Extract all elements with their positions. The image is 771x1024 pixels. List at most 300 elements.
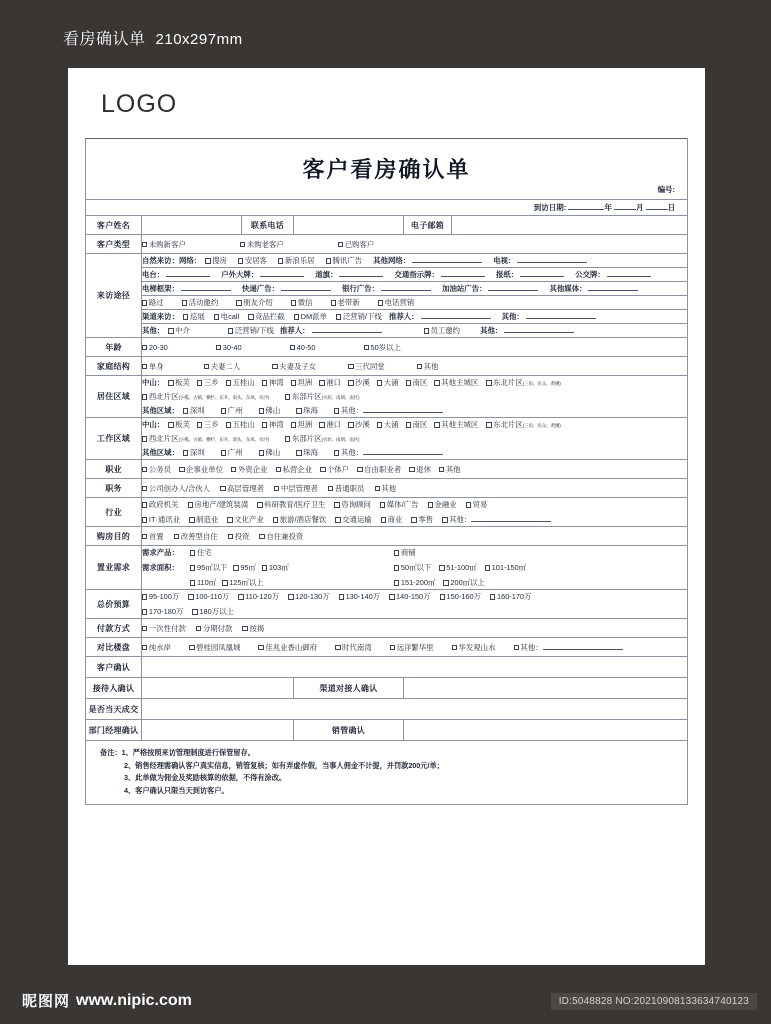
checkbox-icon[interactable] xyxy=(319,380,324,385)
phone-input[interactable] xyxy=(294,216,404,235)
checkbox-icon[interactable] xyxy=(142,364,147,369)
checkbox-icon[interactable] xyxy=(228,328,233,333)
family-option-2[interactable] xyxy=(272,360,316,373)
checkbox-icon[interactable] xyxy=(486,380,491,385)
other-channel-option-0[interactable] xyxy=(168,324,190,337)
media-express-field[interactable] xyxy=(242,282,331,295)
checkbox-icon[interactable] xyxy=(272,364,277,369)
media-blank[interactable] xyxy=(281,290,331,291)
position-option-0[interactable] xyxy=(142,482,210,495)
checkbox-icon[interactable] xyxy=(375,486,380,491)
direct-option-5[interactable] xyxy=(378,296,414,309)
checkbox-icon[interactable] xyxy=(276,467,281,472)
checkbox-icon[interactable] xyxy=(406,422,411,427)
checkbox-icon[interactable] xyxy=(174,534,179,539)
position-option-3[interactable] xyxy=(328,482,364,495)
checkbox-icon[interactable] xyxy=(273,517,278,522)
industry-b-3[interactable] xyxy=(273,513,326,526)
checkbox-icon[interactable] xyxy=(259,408,264,413)
media-blank[interactable] xyxy=(520,276,564,277)
budget-a-1[interactable] xyxy=(188,590,229,603)
compare-option-0[interactable] xyxy=(142,641,171,654)
checkbox-icon[interactable] xyxy=(335,645,340,650)
checkbox-icon[interactable] xyxy=(348,380,353,385)
checkbox-icon[interactable] xyxy=(221,408,226,413)
compare-option-1[interactable] xyxy=(189,641,240,654)
checkbox-icon[interactable] xyxy=(409,467,414,472)
res-zs-7[interactable] xyxy=(377,376,399,389)
checkbox-icon[interactable] xyxy=(389,594,394,599)
customer-type-option-1[interactable] xyxy=(240,238,284,251)
checkbox-icon[interactable] xyxy=(238,258,243,263)
checkbox-icon[interactable] xyxy=(226,380,231,385)
checkbox-icon[interactable] xyxy=(411,517,416,522)
checkbox-icon[interactable] xyxy=(142,436,147,441)
family-option-0[interactable] xyxy=(142,360,164,373)
checkbox-icon[interactable] xyxy=(348,422,353,427)
media-blank[interactable] xyxy=(181,290,231,291)
area-res-4[interactable] xyxy=(222,576,263,589)
media-blank[interactable] xyxy=(381,290,431,291)
checkbox-icon[interactable] xyxy=(331,300,336,305)
web-option-0[interactable] xyxy=(205,254,227,267)
res-zs-2[interactable] xyxy=(226,376,255,389)
res-zs-8[interactable] xyxy=(406,376,428,389)
compare-option-4[interactable] xyxy=(390,641,434,654)
sales-admin-confirm-input[interactable] xyxy=(404,720,688,741)
checkbox-icon[interactable] xyxy=(334,502,339,507)
channel-other-field[interactable] xyxy=(502,310,596,323)
visit-date-field[interactable] xyxy=(534,202,675,213)
tv-blank[interactable] xyxy=(517,262,587,263)
other-website-field[interactable] xyxy=(373,254,482,267)
budget-a-5[interactable] xyxy=(389,590,430,603)
checkbox-icon[interactable] xyxy=(204,364,209,369)
area-res-1[interactable] xyxy=(233,561,256,574)
checkbox-icon[interactable] xyxy=(189,517,194,522)
area-shop-2[interactable] xyxy=(485,561,526,574)
media-gasstation-field[interactable] xyxy=(442,282,538,295)
checkbox-icon[interactable] xyxy=(486,422,491,427)
compare-option-3[interactable] xyxy=(335,641,371,654)
checkbox-icon[interactable] xyxy=(214,314,219,319)
checkbox-icon[interactable] xyxy=(319,422,324,427)
checkbox-icon[interactable] xyxy=(278,258,283,263)
budget-a-6[interactable] xyxy=(440,590,481,603)
checkbox-icon[interactable] xyxy=(192,609,197,614)
checkbox-icon[interactable] xyxy=(142,242,147,247)
checkbox-icon[interactable] xyxy=(179,467,184,472)
checkbox-icon[interactable] xyxy=(190,580,195,585)
industry-b-6[interactable] xyxy=(411,513,433,526)
res-zs-6[interactable] xyxy=(348,376,370,389)
work-other-input[interactable] xyxy=(334,446,443,459)
budget-b-0[interactable] xyxy=(142,605,183,618)
checkbox-icon[interactable] xyxy=(142,467,147,472)
checkbox-icon[interactable] xyxy=(142,300,147,305)
year-blank[interactable] xyxy=(568,209,604,210)
area-res-0[interactable] xyxy=(190,561,227,574)
checkbox-icon[interactable] xyxy=(262,380,267,385)
checkbox-icon[interactable] xyxy=(490,594,495,599)
checkbox-icon[interactable] xyxy=(274,486,279,491)
work-other-1[interactable] xyxy=(221,446,243,459)
res-zs-4[interactable] xyxy=(291,376,313,389)
work-zs-3[interactable] xyxy=(262,418,284,431)
work-zs-5[interactable] xyxy=(319,418,341,431)
age-option-0[interactable] xyxy=(142,341,168,354)
position-option-2[interactable] xyxy=(274,482,318,495)
occupation-option-3[interactable] xyxy=(276,463,312,476)
channel-referrer-field[interactable] xyxy=(389,310,491,323)
res-other-input[interactable] xyxy=(334,404,443,417)
checkbox-icon[interactable] xyxy=(288,594,293,599)
checkbox-icon[interactable] xyxy=(291,300,296,305)
payment-option-1[interactable] xyxy=(196,622,232,635)
area-shop-4[interactable] xyxy=(443,576,484,589)
channel-option-0[interactable] xyxy=(183,310,205,323)
checkbox-icon[interactable] xyxy=(296,450,301,455)
industry-a-2[interactable] xyxy=(257,498,325,511)
budget-a-3[interactable] xyxy=(288,590,329,603)
industry-b-2[interactable] xyxy=(227,513,263,526)
compare-option-5[interactable] xyxy=(452,641,496,654)
budget-a-2[interactable] xyxy=(238,590,279,603)
checkbox-icon[interactable] xyxy=(377,380,382,385)
checkbox-icon[interactable] xyxy=(439,565,444,570)
age-option-1[interactable] xyxy=(216,341,242,354)
work-northwest[interactable] xyxy=(142,432,269,446)
checkbox-icon[interactable] xyxy=(326,258,331,263)
media-elevator-field[interactable] xyxy=(142,282,231,295)
checkbox-icon[interactable] xyxy=(285,436,290,441)
checkbox-icon[interactable] xyxy=(231,467,236,472)
checkbox-icon[interactable] xyxy=(434,422,439,427)
manager-confirm-input[interactable] xyxy=(142,720,294,741)
work-zs-4[interactable] xyxy=(291,418,313,431)
customer-name-input[interactable] xyxy=(142,216,242,235)
area-shop-1[interactable] xyxy=(439,561,476,574)
channel-option-1[interactable] xyxy=(214,310,239,323)
other-blank[interactable] xyxy=(504,332,574,333)
staff-invite-option[interactable] xyxy=(424,324,460,337)
work-zs-0[interactable] xyxy=(168,418,190,431)
checkbox-icon[interactable] xyxy=(258,645,263,650)
industry-a-6[interactable] xyxy=(466,498,488,511)
area-res-2[interactable] xyxy=(262,561,289,574)
checkbox-icon[interactable] xyxy=(168,422,173,427)
res-northeast[interactable] xyxy=(486,376,560,390)
media-trafficsign-field[interactable] xyxy=(395,268,485,281)
checkbox-icon[interactable] xyxy=(190,565,195,570)
checkbox-icon[interactable] xyxy=(248,314,253,319)
occupation-option-5[interactable] xyxy=(357,463,401,476)
media-blank[interactable] xyxy=(588,290,638,291)
media-blank[interactable] xyxy=(441,276,485,277)
checkbox-icon[interactable] xyxy=(336,314,341,319)
referrer-blank[interactable] xyxy=(421,318,491,319)
checkbox-icon[interactable] xyxy=(390,645,395,650)
checkbox-icon[interactable] xyxy=(514,645,519,650)
checkbox-icon[interactable] xyxy=(452,645,457,650)
checkbox-icon[interactable] xyxy=(221,450,226,455)
res-other-blank[interactable] xyxy=(363,412,443,413)
receptionist-confirm-input[interactable] xyxy=(142,678,294,699)
tv-field[interactable] xyxy=(493,254,587,267)
checkbox-icon[interactable] xyxy=(142,486,147,491)
payment-option-2[interactable] xyxy=(242,622,264,635)
area-res-3[interactable] xyxy=(190,576,216,589)
budget-a-4[interactable] xyxy=(339,590,380,603)
res-other-1[interactable] xyxy=(221,404,243,417)
occupation-option-6[interactable] xyxy=(409,463,431,476)
checkbox-icon[interactable] xyxy=(466,502,471,507)
res-other-0[interactable] xyxy=(183,404,205,417)
res-east[interactable] xyxy=(285,390,359,404)
checkbox-icon[interactable] xyxy=(320,467,325,472)
industry-other-input[interactable] xyxy=(442,513,551,526)
media-blank[interactable] xyxy=(607,276,651,277)
direct-option-3[interactable] xyxy=(291,296,313,309)
checkbox-icon[interactable] xyxy=(443,580,448,585)
occupation-option-4[interactable] xyxy=(320,463,349,476)
checkbox-icon[interactable] xyxy=(240,242,245,247)
checkbox-icon[interactable] xyxy=(380,502,385,507)
checkbox-icon[interactable] xyxy=(406,380,411,385)
checkbox-icon[interactable] xyxy=(294,314,299,319)
checkbox-icon[interactable] xyxy=(291,380,296,385)
industry-a-4[interactable] xyxy=(380,498,419,511)
checkbox-icon[interactable] xyxy=(348,364,353,369)
checkbox-icon[interactable] xyxy=(424,328,429,333)
checkbox-icon[interactable] xyxy=(189,645,194,650)
other-website-blank[interactable] xyxy=(412,262,482,263)
purpose-option-0[interactable] xyxy=(142,530,164,543)
checkbox-icon[interactable] xyxy=(378,300,383,305)
day-blank[interactable] xyxy=(646,209,668,210)
checkbox-icon[interactable] xyxy=(220,486,225,491)
occupation-option-2[interactable] xyxy=(231,463,267,476)
checkbox-icon[interactable] xyxy=(142,626,147,631)
channel-option-3[interactable] xyxy=(294,310,327,323)
compare-option-2[interactable] xyxy=(258,641,317,654)
checkbox-icon[interactable] xyxy=(238,594,243,599)
media-blank[interactable] xyxy=(166,276,210,277)
same-day-deal-input[interactable] xyxy=(142,699,688,720)
checkbox-icon[interactable] xyxy=(168,380,173,385)
work-zs-1[interactable] xyxy=(197,418,219,431)
checkbox-icon[interactable] xyxy=(226,422,231,427)
industry-other-blank[interactable] xyxy=(471,521,551,522)
work-other-3[interactable] xyxy=(296,446,318,459)
checkbox-icon[interactable] xyxy=(440,594,445,599)
serial-number-field[interactable] xyxy=(658,184,676,195)
res-zs-9[interactable] xyxy=(434,376,478,389)
other-channel-referrer-field[interactable] xyxy=(280,324,382,337)
industry-b-4[interactable] xyxy=(335,513,371,526)
payment-option-0[interactable] xyxy=(142,622,186,635)
checkbox-icon[interactable] xyxy=(142,645,147,650)
media-blank[interactable] xyxy=(488,290,538,291)
work-other-2[interactable] xyxy=(259,446,281,459)
checkbox-icon[interactable] xyxy=(222,580,227,585)
checkbox-icon[interactable] xyxy=(290,345,295,350)
checkbox-icon[interactable] xyxy=(357,467,362,472)
media-radio-field[interactable] xyxy=(142,268,210,281)
checkbox-icon[interactable] xyxy=(328,486,333,491)
res-other-2[interactable] xyxy=(259,404,281,417)
checkbox-icon[interactable] xyxy=(205,258,210,263)
checkbox-icon[interactable] xyxy=(233,565,238,570)
referrer-blank[interactable] xyxy=(312,332,382,333)
checkbox-icon[interactable] xyxy=(142,502,147,507)
checkbox-icon[interactable] xyxy=(439,467,444,472)
checkbox-icon[interactable] xyxy=(228,534,233,539)
checkbox-icon[interactable] xyxy=(142,394,147,399)
checkbox-icon[interactable] xyxy=(364,345,369,350)
work-northeast[interactable] xyxy=(486,418,560,432)
web-option-1[interactable] xyxy=(238,254,267,267)
customer-confirm-input[interactable] xyxy=(142,657,688,678)
other-channel-option-1[interactable] xyxy=(228,324,274,337)
direct-option-2[interactable] xyxy=(236,296,272,309)
industry-a-3[interactable] xyxy=(334,498,370,511)
checkbox-icon[interactable] xyxy=(197,380,202,385)
checkbox-icon[interactable] xyxy=(142,534,147,539)
checkbox-icon[interactable] xyxy=(142,594,147,599)
direct-option-1[interactable] xyxy=(182,296,218,309)
checkbox-icon[interactable] xyxy=(188,594,193,599)
industry-b-5[interactable] xyxy=(381,513,403,526)
work-zs-8[interactable] xyxy=(406,418,428,431)
checkbox-icon[interactable] xyxy=(394,580,399,585)
channel-confirm-input[interactable] xyxy=(404,678,688,699)
checkbox-icon[interactable] xyxy=(168,328,173,333)
age-option-2[interactable] xyxy=(290,341,316,354)
media-other-field[interactable] xyxy=(550,282,639,295)
checkbox-icon[interactable] xyxy=(485,565,490,570)
checkbox-icon[interactable] xyxy=(434,380,439,385)
industry-a-1[interactable] xyxy=(188,498,249,511)
media-billboard-field[interactable] xyxy=(221,268,304,281)
web-option-3[interactable] xyxy=(326,254,362,267)
checkbox-icon[interactable] xyxy=(216,345,221,350)
checkbox-icon[interactable] xyxy=(334,450,339,455)
media-bank-field[interactable] xyxy=(342,282,431,295)
checkbox-icon[interactable] xyxy=(442,517,447,522)
budget-a-7[interactable] xyxy=(490,590,531,603)
checkbox-icon[interactable] xyxy=(394,565,399,570)
budget-a-0[interactable] xyxy=(142,590,179,603)
checkbox-icon[interactable] xyxy=(259,450,264,455)
product-shop[interactable] xyxy=(394,546,416,559)
family-option-3[interactable] xyxy=(348,360,384,373)
channel-option-4[interactable] xyxy=(336,310,382,323)
family-option-1[interactable] xyxy=(204,360,240,373)
checkbox-icon[interactable] xyxy=(339,594,344,599)
industry-a-5[interactable] xyxy=(428,498,457,511)
checkbox-icon[interactable] xyxy=(142,517,147,522)
position-option-4[interactable] xyxy=(375,482,397,495)
work-zs-9[interactable] xyxy=(434,418,478,431)
area-shop-3[interactable] xyxy=(394,576,435,589)
media-blank[interactable] xyxy=(339,276,383,277)
direct-option-0[interactable] xyxy=(142,296,164,309)
checkbox-icon[interactable] xyxy=(338,242,343,247)
checkbox-icon[interactable] xyxy=(196,626,201,631)
checkbox-icon[interactable] xyxy=(236,300,241,305)
checkbox-icon[interactable] xyxy=(257,502,262,507)
industry-b-1[interactable] xyxy=(189,513,218,526)
other-blank[interactable] xyxy=(526,318,596,319)
area-shop-0[interactable] xyxy=(394,561,431,574)
checkbox-icon[interactable] xyxy=(142,345,147,350)
checkbox-icon[interactable] xyxy=(394,550,399,555)
purpose-option-2[interactable] xyxy=(228,530,250,543)
occupation-option-0[interactable] xyxy=(142,463,171,476)
other-channel-other-field[interactable] xyxy=(480,324,574,337)
work-east[interactable] xyxy=(285,432,359,446)
occupation-option-1[interactable] xyxy=(179,463,223,476)
checkbox-icon[interactable] xyxy=(190,550,195,555)
work-zs-6[interactable] xyxy=(348,418,370,431)
checkbox-icon[interactable] xyxy=(417,364,422,369)
checkbox-icon[interactable] xyxy=(188,502,193,507)
web-option-2[interactable] xyxy=(278,254,314,267)
compare-other-blank[interactable] xyxy=(543,649,623,650)
industry-b-0[interactable] xyxy=(142,513,180,526)
res-northwest[interactable] xyxy=(142,390,269,404)
media-blank[interactable] xyxy=(260,276,304,277)
customer-type-option-2[interactable] xyxy=(338,238,374,251)
checkbox-icon[interactable] xyxy=(377,422,382,427)
res-zs-0[interactable] xyxy=(168,376,190,389)
checkbox-icon[interactable] xyxy=(296,408,301,413)
checkbox-icon[interactable] xyxy=(183,314,188,319)
media-newspaper-field[interactable] xyxy=(496,268,564,281)
checkbox-icon[interactable] xyxy=(242,626,247,631)
checkbox-icon[interactable] xyxy=(262,565,267,570)
checkbox-icon[interactable] xyxy=(183,408,188,413)
industry-a-0[interactable] xyxy=(142,498,178,511)
channel-option-2[interactable] xyxy=(248,310,284,323)
work-other-blank[interactable] xyxy=(363,454,443,455)
checkbox-icon[interactable] xyxy=(335,517,340,522)
work-other-0[interactable] xyxy=(183,446,205,459)
direct-option-4[interactable] xyxy=(331,296,360,309)
age-option-3[interactable] xyxy=(364,341,401,354)
checkbox-icon[interactable] xyxy=(381,517,386,522)
occupation-option-7[interactable] xyxy=(439,463,461,476)
media-flag-field[interactable] xyxy=(315,268,383,281)
checkbox-icon[interactable] xyxy=(334,408,339,413)
email-input[interactable] xyxy=(452,216,688,235)
res-other-3[interactable] xyxy=(296,404,318,417)
purpose-option-3[interactable] xyxy=(259,530,303,543)
media-bus-field[interactable] xyxy=(575,268,651,281)
checkbox-icon[interactable] xyxy=(183,450,188,455)
res-zs-1[interactable] xyxy=(197,376,219,389)
product-residential[interactable] xyxy=(190,546,212,559)
customer-type-option-0[interactable] xyxy=(142,238,186,251)
purpose-option-1[interactable] xyxy=(174,530,218,543)
compare-other-input[interactable] xyxy=(514,641,623,654)
work-zs-2[interactable] xyxy=(226,418,255,431)
checkbox-icon[interactable] xyxy=(428,502,433,507)
checkbox-icon[interactable] xyxy=(285,394,290,399)
checkbox-icon[interactable] xyxy=(262,422,267,427)
res-zs-5[interactable] xyxy=(319,376,341,389)
